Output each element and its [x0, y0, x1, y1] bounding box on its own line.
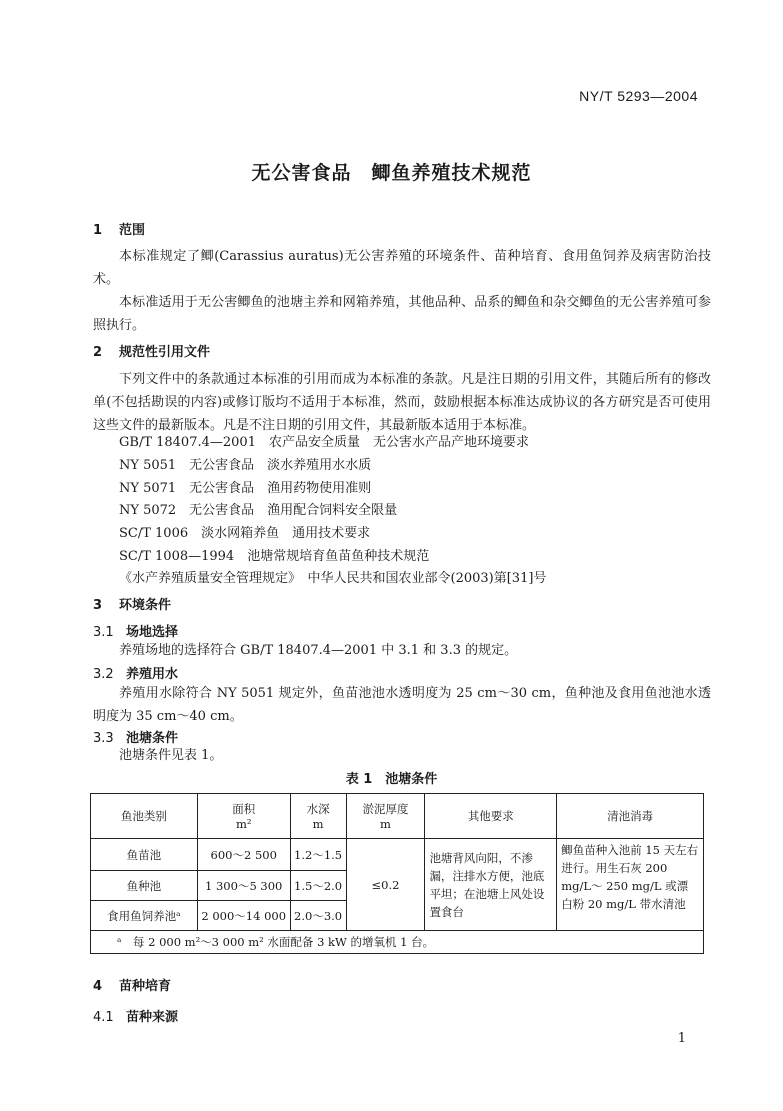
sec3-1-text: 养殖场地的选择符合 GB/T 18407.4—2001 中 3.1 和 3.3 的规定。	[119, 643, 518, 658]
subsection-title: 池塘条件	[126, 731, 179, 746]
section-title: 范围	[119, 223, 146, 238]
reference-item: 《水产养殖质量安全管理规定》 中华人民共和国农业部令(2003)第[31]号	[119, 571, 547, 586]
page-number: 1	[677, 1031, 686, 1046]
reference-item: GB/T 18407.4—2001 农产品安全质量 无公害水产品产地环境要求	[119, 435, 529, 450]
section-number: 1	[93, 223, 103, 238]
reference-item: SC/T 1006 淡水网箱养鱼 通用技术要求	[119, 526, 371, 541]
subsection-title: 养殖用水	[126, 667, 179, 682]
standard-number: NY/T 5293—2004	[579, 88, 698, 104]
cell-depth: 2.0～3.0	[290, 901, 346, 931]
header-silt-label: 淤泥厚度	[362, 802, 409, 816]
section-1-heading	[93, 219, 145, 238]
table-row	[91, 839, 704, 871]
section-3-heading	[93, 594, 171, 613]
section-title: 规范性引用文件	[119, 345, 211, 360]
cell-silt: ≤0.2	[346, 839, 425, 931]
section-title: 环境条件	[119, 598, 172, 613]
header-depth-label: 水深	[306, 802, 330, 816]
header-type: 鱼池类别	[91, 794, 198, 839]
table-caption: 表 1 池塘条件	[345, 772, 438, 787]
subsection-title: 苗种来源	[126, 1010, 179, 1025]
subsection-number: 4.1	[93, 1010, 114, 1025]
cell-depth: 1.5～2.0	[290, 871, 346, 901]
section-title: 苗种培育	[119, 979, 172, 994]
cell-area: 1 300～5 300	[197, 871, 290, 901]
header-silt	[346, 794, 425, 839]
header-silt-unit: m	[380, 817, 391, 831]
subsection-number: 3.2	[93, 667, 114, 682]
section-number: 2	[93, 345, 103, 360]
header-area	[197, 794, 290, 839]
sec3-3-text: 池塘条件见表 1。	[119, 748, 223, 763]
cell-type: 食用鱼饲养池ᵃ	[91, 901, 198, 931]
subsection-number: 3.3	[93, 731, 114, 746]
section-number: 4	[93, 979, 103, 994]
header-area-label: 面积	[232, 802, 256, 816]
subsection-number: 3.1	[93, 625, 114, 640]
header-depth-unit: m	[312, 817, 324, 831]
reference-item: SC/T 1008—1994 池塘常规培育鱼苗鱼种技术规范	[119, 549, 430, 564]
reference-item: NY 5072 无公害食品 渔用配合饲料安全限量	[119, 503, 398, 518]
subsection-title: 场地选择	[126, 625, 179, 640]
sec1-paragraph-2: 本标准适用于无公害鲫鱼的池塘主养和网箱养殖，其他品种、品系的鲫鱼和杂交鲫鱼的无公害养殖可参照执行。	[93, 295, 711, 333]
table-header-row	[91, 794, 704, 839]
reference-item: NY 5051 无公害食品 淡水养殖用水水质	[119, 458, 372, 473]
cell-depth: 1.2～1.5	[290, 839, 346, 871]
header-disinfect: 清池消毒	[557, 794, 704, 839]
section-2-heading	[93, 341, 210, 360]
subsection-4-1-heading	[93, 1006, 178, 1025]
cell-type: 鱼种池	[91, 871, 198, 901]
pond-conditions-table	[90, 793, 704, 954]
subsection-3-1-heading	[93, 621, 178, 640]
sec2-paragraph: 下列文件中的条款通过本标准的引用而成为本标准的条款。凡是注日期的引用文件，其随后所有的修改单(不包括勘误的内容)或修订版均不适用于本标准，然而，鼓励根据本标准达成协议的各方研究是否可使用这些文件的最新版本。凡是不注日期的引用文件，其最新版本适用于本标准。	[93, 372, 711, 433]
sec3-2-text: 养殖用水除符合 NY 5051 规定外，鱼苗池池水透明度为 25 cm～30 cm，鱼种池及食用鱼池池水透明度为 35 cm～40 cm。	[93, 686, 711, 724]
header-depth	[290, 794, 346, 839]
cell-other-requirements: 池塘背风向阳，不渗漏，注排水方便，池底平坦；在池塘上风处设置食台	[425, 839, 557, 931]
section-4-heading	[93, 975, 171, 994]
document-title: 无公害食品 鲫鱼养殖技术规范	[251, 162, 532, 184]
table-footnote: ᵃ 每 2 000 m²～3 000 m² 水面配备 3 kW 的增氧机 1 台。	[91, 931, 704, 954]
subsection-3-2-heading	[93, 663, 178, 682]
header-other: 其他要求	[425, 794, 557, 839]
table-note-row	[91, 931, 704, 954]
cell-type: 鱼苗池	[91, 839, 198, 871]
cell-disinfection: 鲫鱼苗种入池前 15 天左右进行。用生石灰 200 mg/L～ 250 mg/L 或漂白粉 20 mg/L 带水清池	[557, 839, 704, 931]
reference-item: NY 5071 无公害食品 渔用药物使用准则	[119, 481, 372, 496]
section-number: 3	[93, 598, 103, 613]
cell-area: 2 000～14 000	[197, 901, 290, 931]
cell-area: 600～2 500	[197, 839, 290, 871]
header-area-unit: m²	[235, 817, 252, 831]
sec1-paragraph-1: 本标准规定了鲫(Carassius auratus)无公害养殖的环境条件、苗种培育、食用鱼饲养及病害防治技术。	[93, 249, 711, 287]
